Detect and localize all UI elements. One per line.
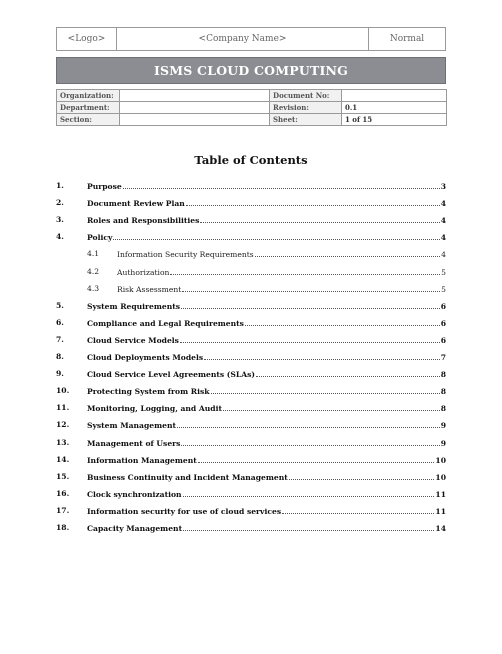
toc-entry-page: 7 (440, 353, 446, 362)
toc-entry[interactable] (56, 334, 446, 346)
toc-dot-leader (289, 478, 435, 480)
toc-entry-number: 4. (56, 232, 64, 241)
toc-entry-number: 11. (56, 403, 70, 412)
toc-dot-leader (181, 444, 439, 446)
toc-entry-number: 2. (56, 198, 64, 207)
sheet-label: Sheet: (270, 114, 342, 126)
toc-entry-number: 10. (56, 386, 70, 395)
toc-entry-title: Capacity Management (87, 524, 183, 533)
company-name: <Company Name> (117, 28, 369, 50)
toc-dot-leader (177, 426, 440, 428)
toc-entry-page: 3 (440, 182, 446, 191)
toc-entry[interactable] (56, 488, 446, 500)
logo-placeholder: <Logo> (57, 28, 117, 50)
toc-entry-title: Risk Assessment (117, 285, 182, 294)
toc-dot-leader (200, 221, 439, 223)
toc-entry-page: 8 (440, 370, 446, 379)
toc-entry-number: 9. (56, 369, 64, 378)
toc-entry-page: 10 (435, 456, 446, 465)
toc-entry-title: Information Security Requirements (117, 250, 254, 259)
sheet-value: 1 of 15 (342, 114, 447, 126)
toc-entry-page: 4 (440, 233, 446, 242)
toc-entry-page: 10 (435, 473, 446, 482)
toc-entry-number: 18. (56, 523, 70, 532)
toc-entry-page: 4 (440, 216, 446, 225)
toc-entry[interactable] (56, 454, 446, 466)
toc-entry[interactable] (56, 214, 446, 226)
toc-entry-title: Information security for use of cloud services (87, 507, 282, 516)
toc-dot-leader (170, 273, 440, 275)
toc-entry-title: Monitoring, Logging, and Audit (87, 404, 222, 413)
toc-entry-page: 9 (440, 421, 446, 430)
toc-entry-page: 4 (440, 199, 446, 208)
toc-dot-leader (204, 358, 440, 360)
revision-value: 0.1 (342, 102, 447, 114)
toc-entry-page: 6 (440, 319, 446, 328)
toc-entry-page: 5 (441, 268, 446, 277)
toc-entry-number: 4.1 (87, 249, 100, 258)
toc-entry[interactable] (56, 522, 446, 534)
toc-dot-leader (180, 341, 440, 343)
toc-dot-leader (282, 512, 434, 514)
department-label: Department: (57, 102, 120, 114)
toc-entry-number: 15. (56, 472, 70, 481)
toc-entry-number: 8. (56, 352, 64, 361)
toc-entry-title: Authorization (117, 268, 170, 277)
toc-entry-title: System Requirements (87, 302, 181, 311)
toc-entry-page: 14 (435, 524, 446, 533)
toc-entry[interactable] (56, 505, 446, 517)
toc-entry-title: System Management (87, 421, 176, 430)
toc-entry-title: Protecting System from Risk (87, 387, 210, 396)
toc-subentry[interactable] (87, 283, 446, 295)
toc-entry-number: 4.2 (87, 267, 100, 276)
toc-dot-leader (211, 392, 440, 394)
toc-entry-title: Business Continuity and Incident Management (87, 473, 288, 482)
toc-entry[interactable] (56, 317, 446, 329)
toc-dot-leader (182, 290, 440, 292)
toc-entry-number: 1. (56, 181, 64, 190)
toc-entry-title: Cloud Service Models (87, 336, 179, 345)
toc-entry[interactable] (56, 300, 446, 312)
classification-label: Normal (389, 34, 425, 44)
toc-dot-leader (245, 324, 440, 326)
toc-dot-leader (186, 204, 440, 206)
toc-entry[interactable] (56, 197, 446, 209)
toc-entry-page: 6 (440, 302, 446, 311)
toc-dot-leader (181, 307, 440, 309)
toc-entry-number: 12. (56, 420, 70, 429)
toc-entry-title: Compliance and Legal Requirements (87, 319, 244, 328)
toc-entry-page: 5 (441, 285, 446, 294)
toc-entry-number: 14. (56, 455, 70, 464)
toc-entry[interactable] (56, 231, 446, 243)
toc-subentry[interactable] (87, 248, 446, 260)
toc-dot-leader (183, 495, 435, 497)
toc-entry[interactable] (56, 402, 446, 414)
toc-entry-page: 11 (435, 507, 446, 516)
organization-label: Organization: (57, 90, 120, 102)
toc-entry-title: Policy (87, 233, 113, 242)
toc-dot-leader (113, 238, 439, 240)
document-title-banner: ISMS CLOUD COMPUTING (56, 57, 446, 84)
toc-entry-number: 13. (56, 438, 70, 447)
document-no-label: Document No: (270, 90, 342, 102)
toc-entry-title: Purpose (87, 182, 122, 191)
toc-dot-leader (256, 375, 440, 377)
toc-entry-title: Document Review Plan (87, 199, 185, 208)
toc-entry[interactable] (56, 471, 446, 483)
toc-heading: Table of Contents (194, 153, 308, 167)
toc-entry-title: Management of Users (87, 439, 181, 448)
revision-label: Revision: (270, 102, 342, 114)
toc-entry[interactable] (56, 385, 446, 397)
toc-entry[interactable] (56, 351, 446, 363)
toc-dot-leader (255, 255, 440, 257)
toc-entry[interactable] (56, 180, 446, 192)
toc-entry-page: 8 (440, 387, 446, 396)
toc-entry-title: Cloud Deployments Models (87, 353, 204, 362)
toc-entry[interactable] (56, 368, 446, 380)
toc-entry-number: 7. (56, 335, 64, 344)
toc-dot-leader (223, 409, 440, 411)
toc-entry[interactable] (56, 419, 446, 431)
toc-entry[interactable] (56, 437, 446, 449)
toc-entry-title: Information Management (87, 456, 197, 465)
toc-dot-leader (183, 529, 434, 531)
toc-dot-leader (198, 461, 435, 463)
toc-entry-title: Roles and Responsibilities (87, 216, 200, 225)
toc-entry-number: 17. (56, 506, 70, 515)
toc-dot-leader (123, 187, 440, 189)
toc-entry-number: 16. (56, 489, 70, 498)
toc-entry-page: 4 (441, 250, 446, 259)
toc-entry-page: 8 (440, 404, 446, 413)
toc-entry-page: 11 (435, 490, 446, 499)
toc-entry-number: 6. (56, 318, 64, 327)
toc-entry-number: 3. (56, 215, 64, 224)
toc-entry-page: 9 (440, 439, 446, 448)
toc-entry-title: Cloud Service Level Agreements (SLAs) (87, 370, 255, 379)
toc-entry-title: Clock synchronization (87, 490, 182, 499)
toc-entry-page: 6 (440, 336, 446, 345)
toc-entry-number: 5. (56, 301, 64, 310)
toc-subentry[interactable] (87, 266, 446, 278)
toc-entry-number: 4.3 (87, 284, 100, 293)
section-label: Section: (57, 114, 120, 126)
